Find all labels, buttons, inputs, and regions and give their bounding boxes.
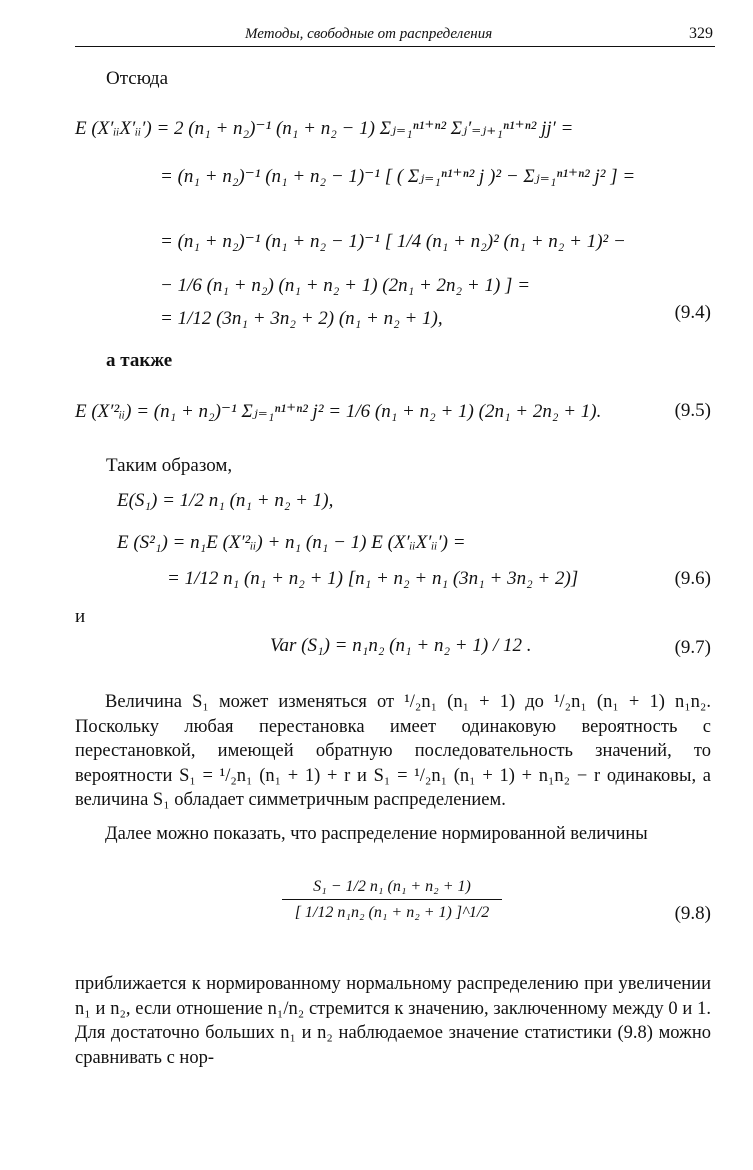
equation-9-8 [282, 878, 502, 922]
equation-9-7: Var (S₁) = n₁n₂ (n₁ + n₂ + 1) / 12 . [270, 635, 532, 656]
phrase-a-takzhe: а также [106, 350, 173, 371]
phrase-takim-obrazom: Таким образом, [106, 455, 233, 476]
word-otsyuda: Отсюда [106, 68, 169, 89]
page-number: 329 [689, 25, 713, 42]
running-header [75, 24, 715, 47]
equation-9-5: E (X′²ᵢᵢ) = (n₁ + n₂)⁻¹ Σⱼ₌₁ⁿ¹⁺ⁿ² j² = 1/6 (n₁ + n₂ + 1) (2n₁ + 2n₂ + 1). [75, 401, 602, 422]
equation-9-6-line-1: E(S₁) = 1/2 n₁ (n₁ + n₂ + 1), [117, 490, 334, 511]
word-i: и [75, 606, 86, 627]
equation-number-9-4: (9.4) [674, 302, 711, 323]
equation-9-6-line-2: E (S²₁) = n₁E (X′²ᵢᵢ) + n₁ (n₁ − 1) E (X′ᵢᵢX′ᵢᵢ′) = [117, 532, 466, 553]
paragraph-normalized-text: Далее можно показать, что распределение нормированной величины [105, 824, 648, 844]
equation-number-9-6: (9.6) [674, 568, 711, 589]
running-title: Методы, свободные от распределения [245, 26, 493, 42]
equation-9-8-denominator: [ 1/12 n₁n₂ (n₁ + n₂ + 1) ]^1/2 [294, 904, 490, 921]
equation-9-4-line-1: E (X′ᵢᵢX′ᵢᵢ′) = 2 (n₁ + n₂)⁻¹ (n₁ + n₂ − 1) Σⱼ₌₁ⁿ¹⁺ⁿ² Σⱼ′₌ⱼ₊₁ⁿ¹⁺ⁿ² jj′ = [75, 118, 574, 139]
equation-9-6-line-3: = 1/12 n₁ (n₁ + n₂ + 1) [n₁ + n₂ + n₁ (3n₁ + 3n₂ + 2)] [167, 568, 579, 589]
paragraph-s1-range [75, 690, 711, 813]
equation-9-4-line-5: = 1/12 (3n₁ + 3n₂ + 2) (n₁ + n₂ + 1), [160, 308, 443, 329]
equation-9-4-line-4: − 1/6 (n₁ + n₂) (n₁ + n₂ + 1) (2n₁ + 2n₂ + 1) ] = [160, 275, 531, 296]
equation-9-4-line-3: = (n₁ + n₂)⁻¹ (n₁ + n₂ − 1)⁻¹ [ 1/4 (n₁ + n₂)² (n₁ + n₂ + 1)² − [160, 231, 626, 252]
equation-9-4-line-2: = (n₁ + n₂)⁻¹ (n₁ + n₂ − 1)⁻¹ [ ( Σⱼ₌₁ⁿ¹⁺ⁿ² j )² − Σⱼ₌₁ⁿ¹⁺ⁿ² j² ] = [160, 166, 636, 187]
paragraph-s1-range-text: Величина S₁ может изменяться от ¹/₂n₁ (n₁ + 1) до ¹/₂n₁ (n₁ + 1) n₁n₂. Поскольку любая перестановка имеет одинаковую вероятность с перестановкой, имеющей обратную последовательность значений, то вероятности S₁ = ¹/₂n₁ (n₁ + 1) + r и S₁ = ¹/₂n₁ (n₁ + 1) + n₁n₂ − r одинаковы, а величина S₁ обладает симметричным распределением. [75, 692, 711, 810]
paragraph-normalized [75, 822, 711, 847]
equation-number-9-7: (9.7) [674, 637, 711, 658]
paragraph-convergence [75, 972, 711, 1070]
equation-9-8-numerator: S₁ − 1/2 n₁ (n₁ + n₂ + 1) [282, 878, 502, 900]
paragraph-convergence-text: приближается к нормированному нормальному распределению при увеличении n₁ и n₂, если отношение n₁/n₂ стремится к значению, заключенному между 0 и 1. Для достаточно больших n₁ и n₂ наблюдаемое значение статистики (9.8) можно сравнивать с нор- [75, 974, 711, 1068]
equation-number-9-5: (9.5) [674, 400, 711, 421]
equation-number-9-8: (9.8) [674, 903, 711, 924]
